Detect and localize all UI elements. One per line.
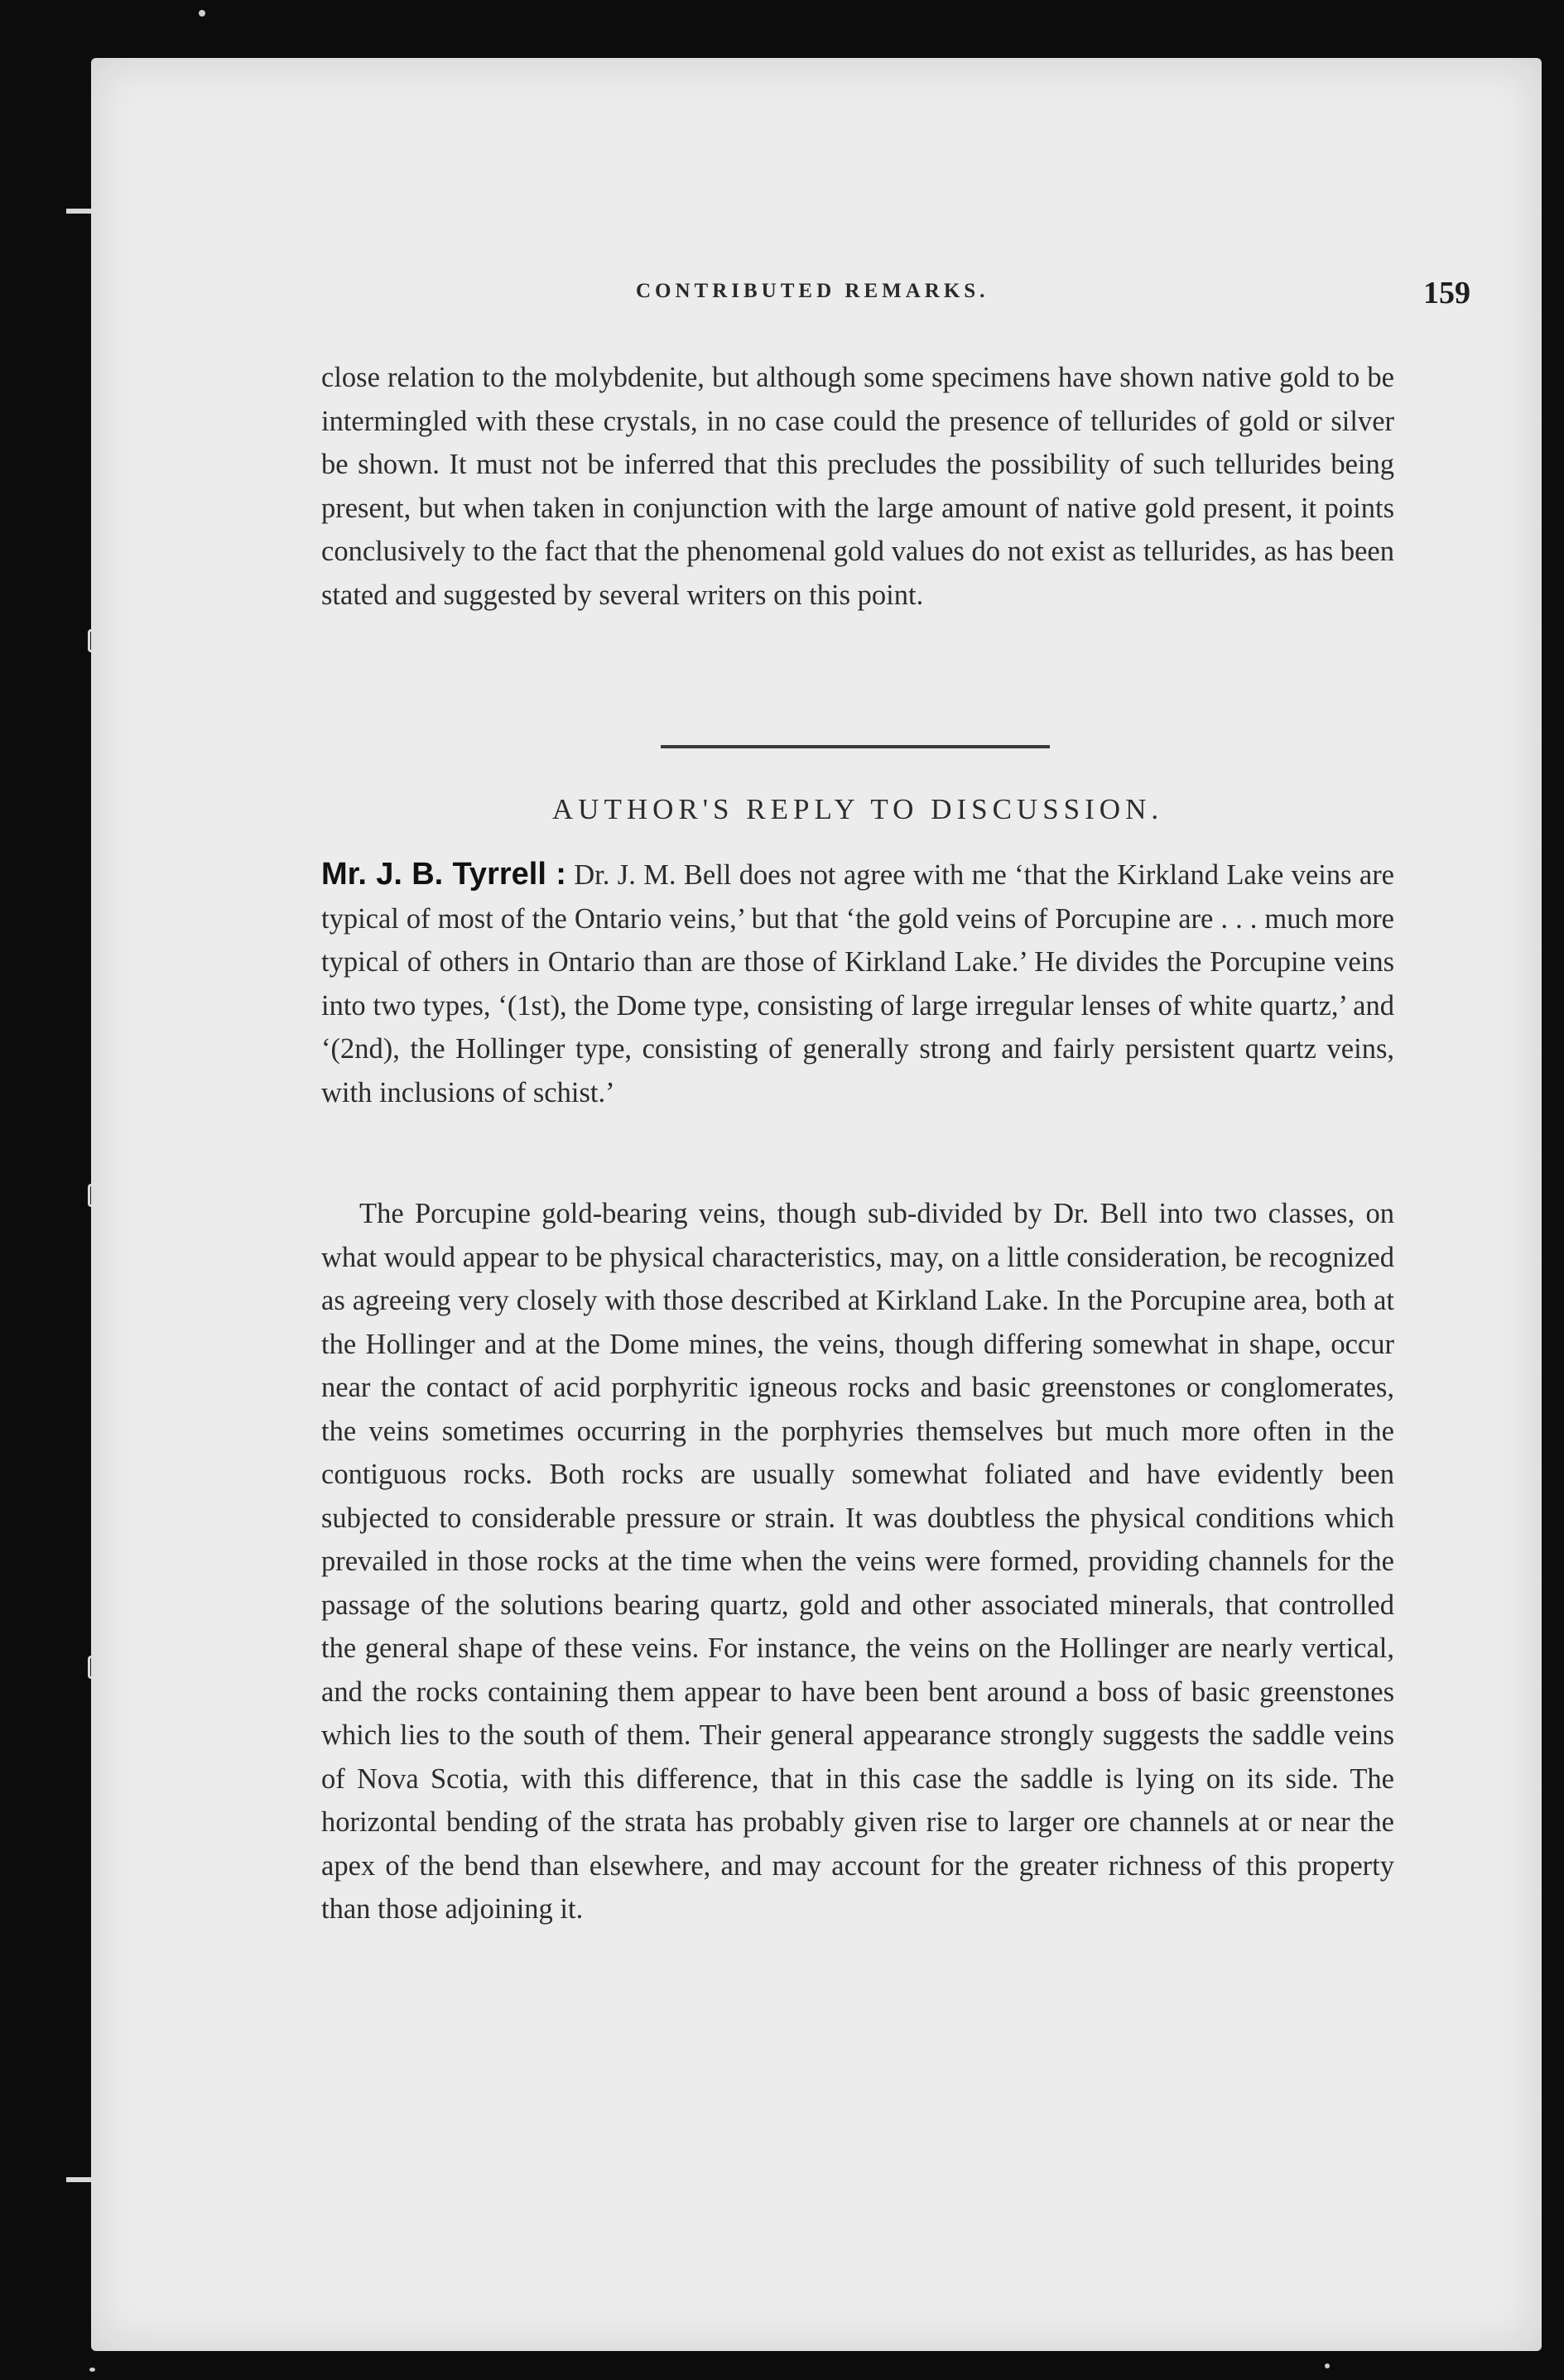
speaker-name: Mr. J. B. Tyrrell : [321, 857, 566, 892]
reply-text: Dr. J. M. Bell does not agree with me ‘that the Kirkland Lake veins are typical of most of the Ontario veins,’ but that ‘the gold veins of Porcupine are . . . much more typical of others in Ontario than are those of Kirkland Lake.’ He divides the Porcupine veins into two types, ‘(1st), the Dome type, consisting of large irregular lenses of white quartz,’ and ‘(2nd), the Hollinger type, consisting of generally strong and fairly persistent quartz veins, with inclusions of schist.’ [321, 859, 1394, 1108]
opening-paragraph: close relation to the molybdenite, but although some specimens have shown native gold to be intermingled with these crystals, in no case could the presence of tellurides of gold or silver be shown. It must not be inferred that this precludes the possibility of such tellurides being present, but when taken in conjunction with the large amount of native gold present, it points conclusively to the fact that the phenomenal gold values do not exist as tellurides, as has been stated and suggested by several writers on this point. [321, 362, 1394, 611]
reply-paragraph [321, 853, 1394, 1114]
scan-speck [1325, 2363, 1330, 2368]
section-divider [661, 745, 1050, 748]
document-page [91, 58, 1542, 2351]
section-heading: AUTHOR'S REPLY TO DISCUSSION. [551, 793, 1164, 825]
page-number: 159 [1423, 276, 1470, 310]
continuation-paragraph: The Porcupine gold-bearing veins, though sub-divided by Dr. Bell into two classes, on what would appear to be physical characteristics, may, on a little consideration, be recognized as agreeing very closely with those described at Kirkland Lake. In the Porcupine area, both at the Hollinger and at the Dome mines, the veins, though differing somewhat in shape, occur near the contact of acid porphyritic igneous rocks and basic greenstones or conglomerates, the veins sometimes occurring in the porphyries themselves but much more often in the contiguous rocks. Both rocks are usually somewhat foliated and have evidently been subjected to considerable pressure or strain. It was doubtless the physical conditions which prevailed in those rocks at the time when the veins were formed, providing channels for the passage of the solutions bearing quartz, gold and other associated minerals, that controlled the general shape of these veins. For instance, the veins on the Hollinger are nearly vertical, and the rocks containing them appear to have been bent around a boss of basic greenstones which lies to the south of them. Their general appearance strongly suggests the saddle veins of Nova Scotia, with this difference, that in this case the saddle is lying on its side. The horizontal bending of the strata has probably given rise to larger ore channels at or near the apex of the bend than elsewhere, and may account for the greater richness of this property than those adjoining it. [321, 1198, 1394, 1925]
scan-speck [89, 2368, 95, 2372]
page-content [321, 224, 1470, 1925]
scan-speck [199, 10, 205, 17]
running-header [321, 224, 1470, 310]
running-title: CONTRIBUTED REMARKS. [636, 280, 989, 302]
